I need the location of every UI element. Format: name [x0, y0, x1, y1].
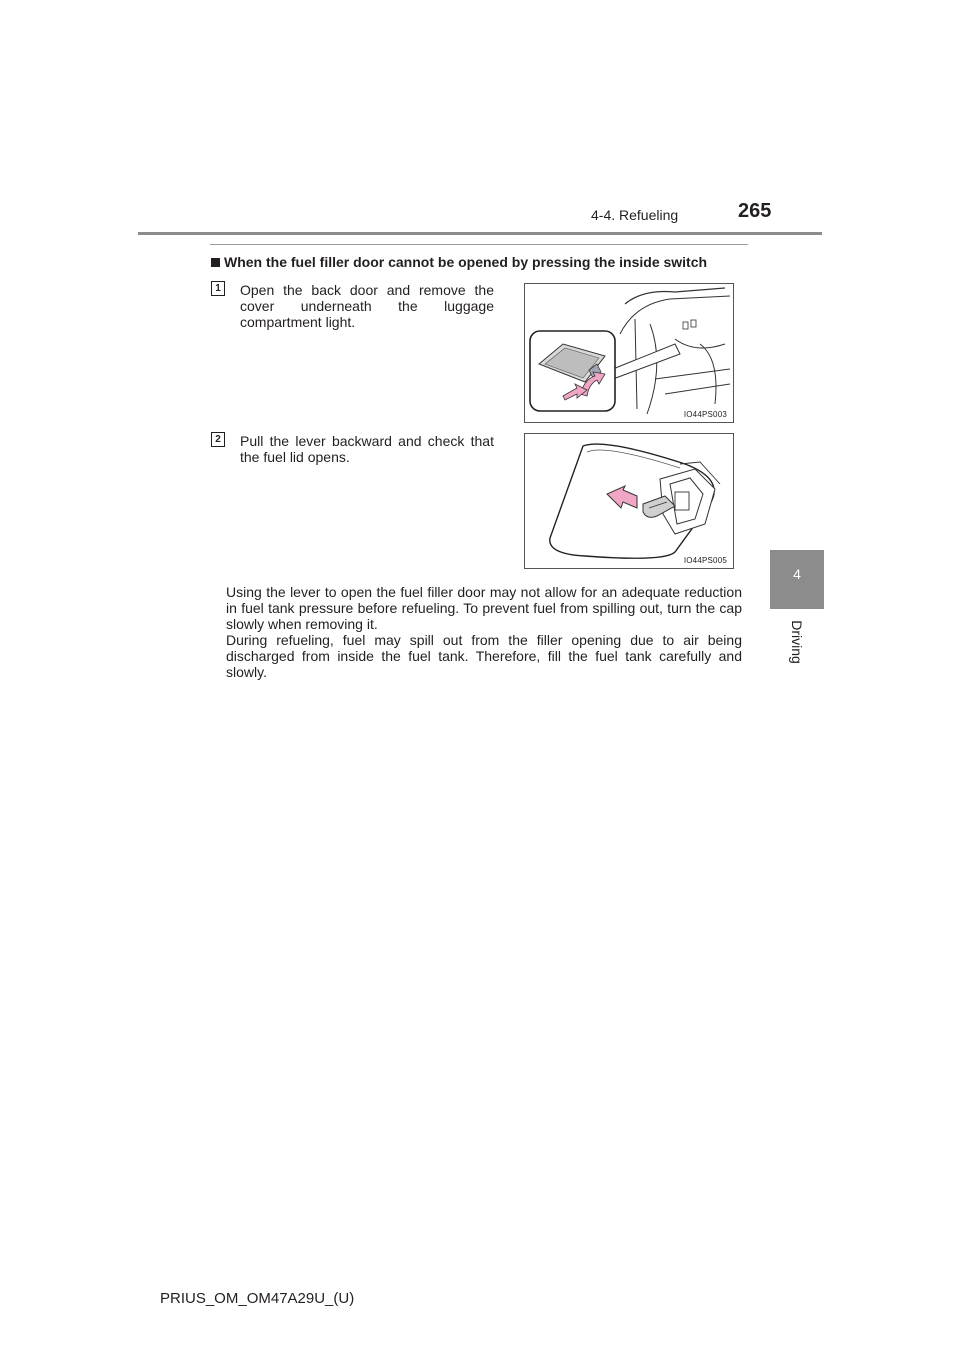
illustration-code-2: IO44PS005	[683, 556, 727, 565]
step-text-1: Open the back door and remove the cover underneath the luggage compartment light.	[240, 282, 494, 330]
fuel-lever-illustration	[525, 434, 733, 568]
header-rule	[138, 232, 822, 235]
chapter-number: 4	[793, 566, 801, 582]
chapter-label-wrap	[770, 612, 824, 672]
illustration-fuel-lever	[524, 433, 734, 569]
section-label: 4-4. Refueling	[591, 207, 679, 223]
step-text-2: Pull the lever backward and check that the fuel lid opens.	[240, 433, 494, 465]
luggage-compartment-illustration	[525, 284, 733, 422]
illustration-code-1: IO44PS003	[683, 410, 727, 419]
body-paragraph-2: During refueling, fuel may spill out from the filler opening due to air being discharged from inside the fuel tank. Therefore, fill the fuel tank carefully and slowly.	[226, 632, 742, 680]
step-number-1: 1	[211, 281, 225, 296]
topic-heading-text: When the fuel filler door cannot be opened by pressing the inside switch	[224, 254, 708, 270]
document-id: PRIUS_OM_OM47A29U_(U)	[160, 1290, 355, 1307]
body-paragraph-1: Using the lever to open the fuel filler door may not allow for an adequate reduction in fuel tank pressure before refueling. To prevent fuel from spilling out, turn the cap slowly when removing it.	[226, 584, 742, 632]
topic-heading	[211, 254, 707, 270]
square-bullet-icon	[211, 258, 220, 267]
illustration-luggage-light	[524, 283, 734, 423]
chapter-label: Driving	[788, 620, 805, 664]
topic-rule	[210, 244, 748, 245]
step-number-2: 2	[211, 432, 225, 447]
page-number: 265	[738, 200, 772, 222]
